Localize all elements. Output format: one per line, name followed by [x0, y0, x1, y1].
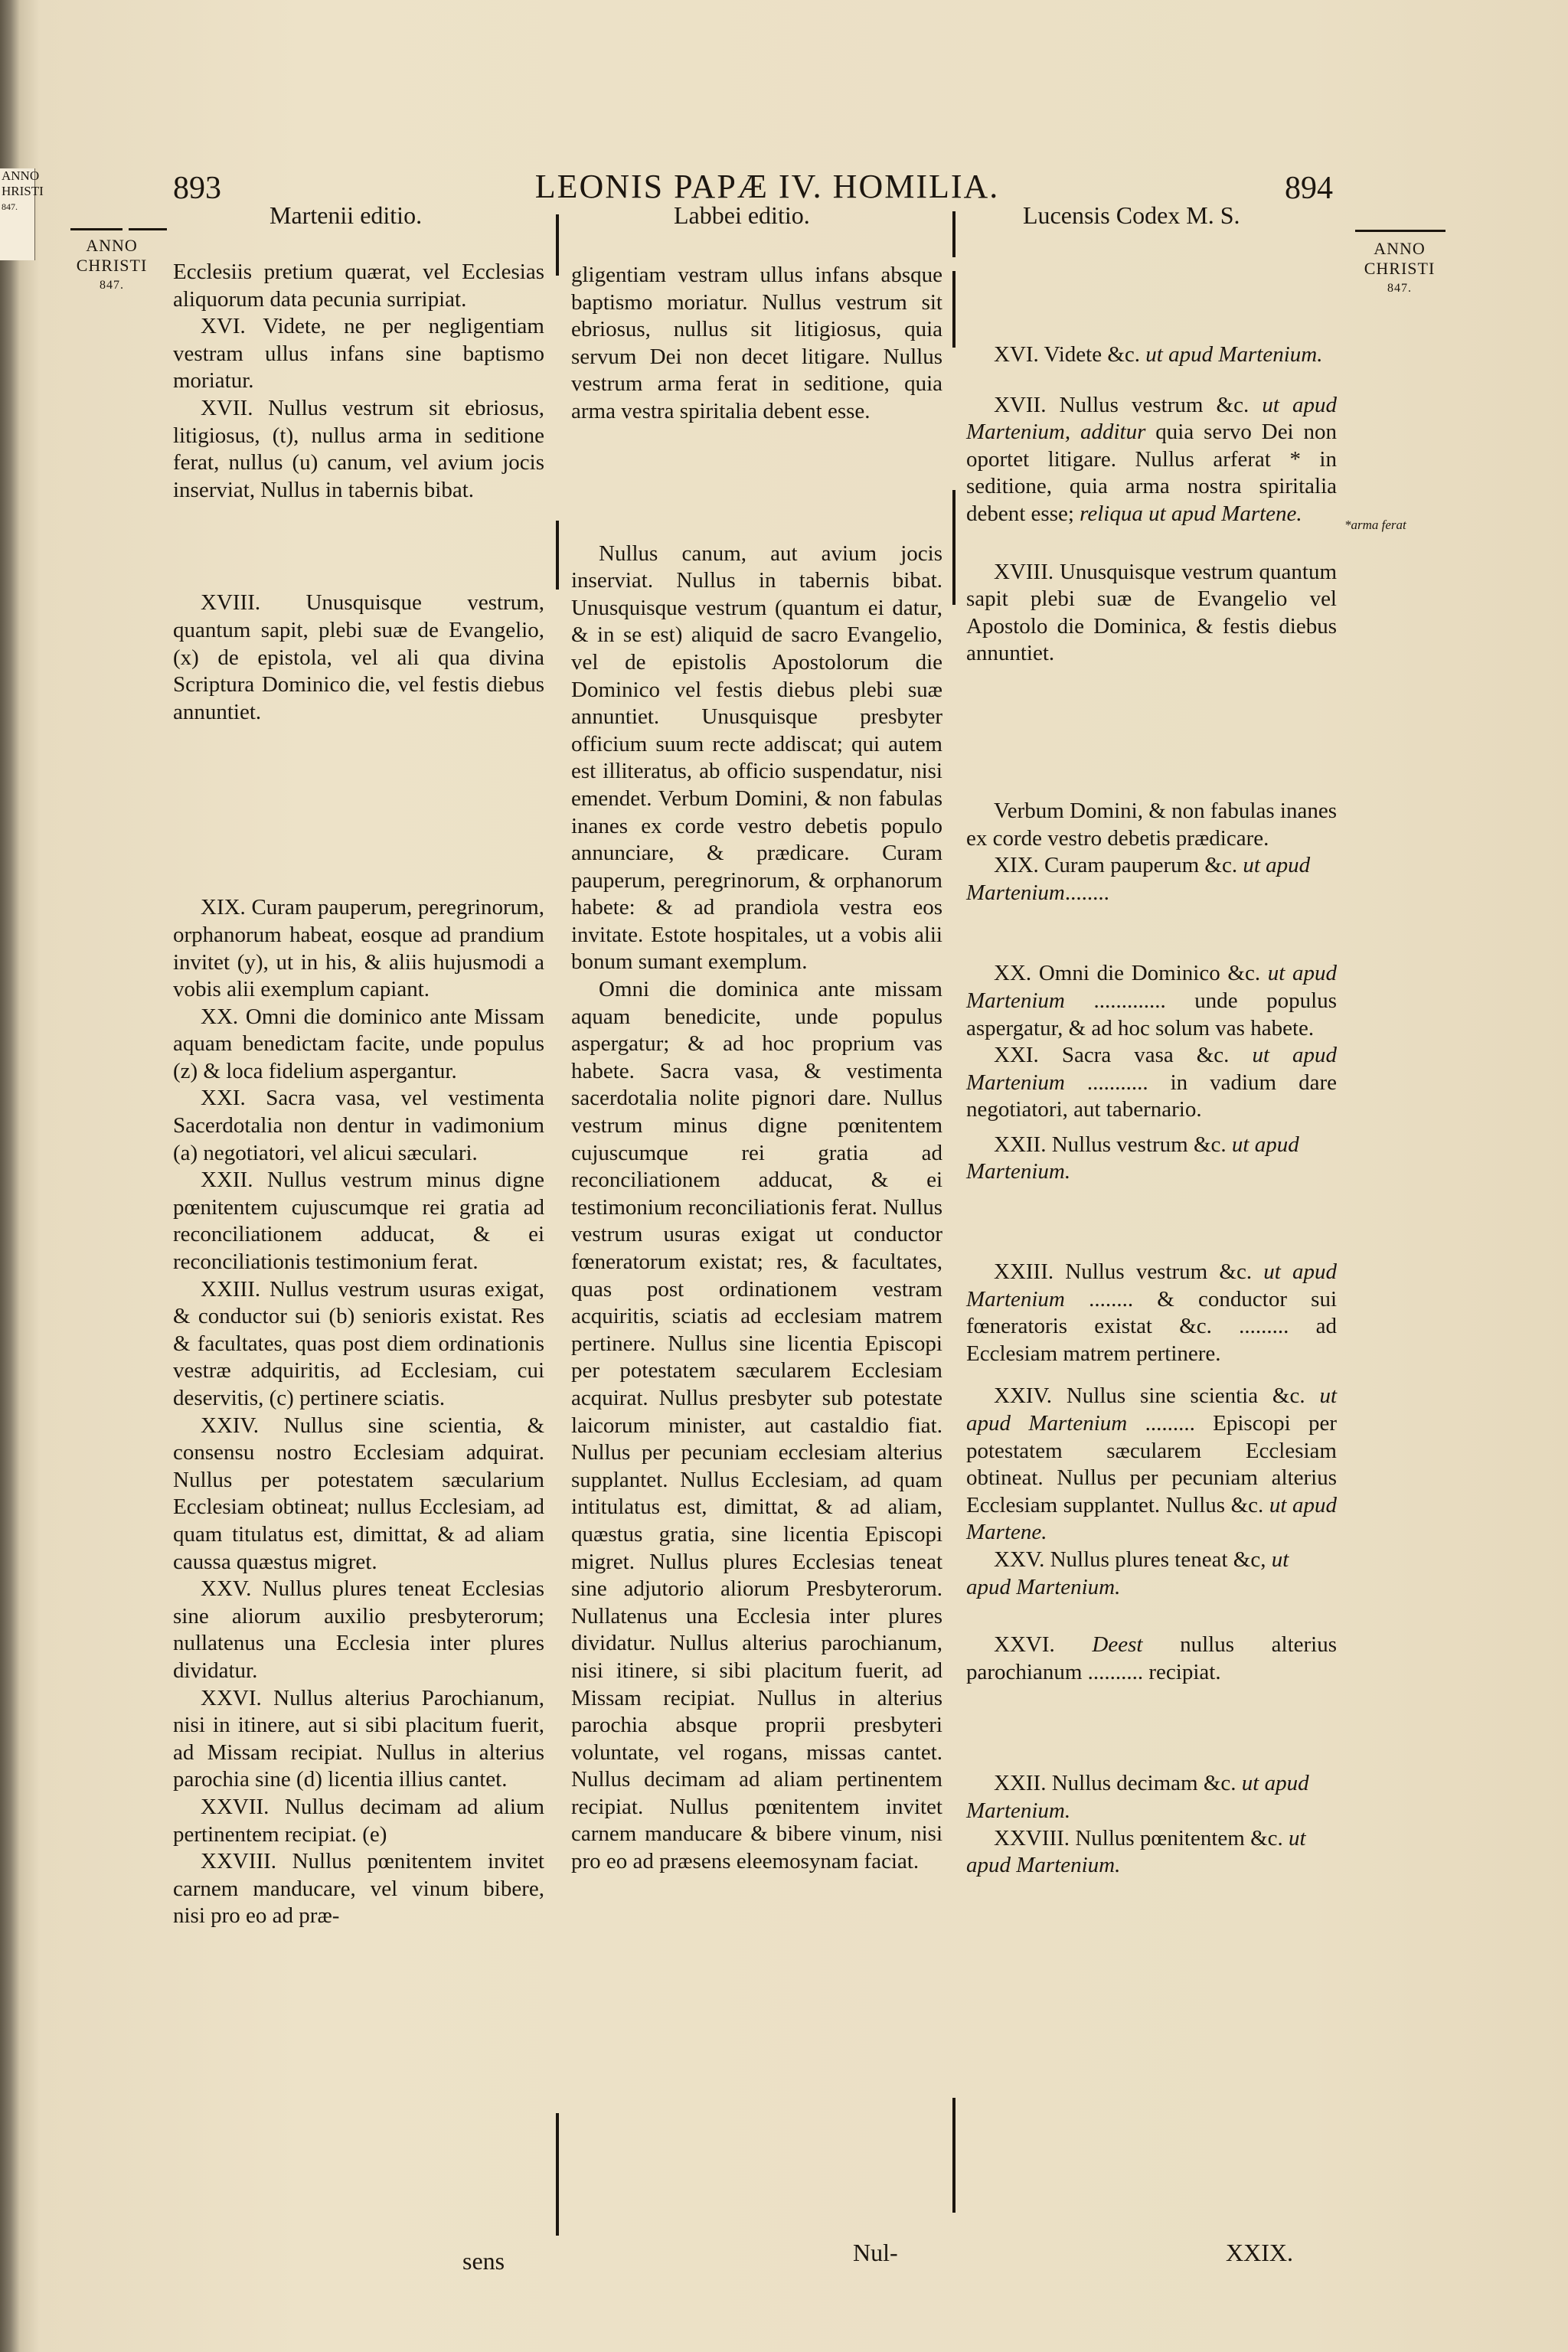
- lucensis-xix: XIX. Curam pauperum &c. ut apud Martenium........: [966, 853, 1311, 905]
- column-divider: [952, 271, 956, 348]
- spine-anno: ANNO: [2, 168, 40, 183]
- column-divider: [952, 211, 956, 257]
- catchword-left: sens: [462, 2247, 505, 2275]
- lucensis-xxi: XXI. Sacra vasa &c. ut apud Martenium ........... in vadium dare negotiatori, aut tabernario.: [966, 1043, 1338, 1122]
- lucensis-xxviii: XXVIII. Nullus pœnitentem &c. ut apud Martenium.: [966, 1825, 1306, 1878]
- column-heading-lucensis: Lucensis Codex M. S.: [1023, 201, 1240, 229]
- canon-xix: XIX. Curam pauperum, peregrinorum, orphanorum habeat, eosque ad prandium invitet (y), ut in his, & aliis hujusmodi a vobis alii exemplum capiant.: [173, 895, 544, 1002]
- anno-label: ANNO: [1374, 239, 1426, 258]
- column-heading-martenii: Martenii editio.: [270, 201, 423, 229]
- canon-xvii: XVII. Nullus vestrum sit ebriosus, litigiosus, (t), nullus arma in seditione ferat, nullus (u) canum, vel avium jocis inserviat, Nullus in tabernis bibat.: [173, 395, 544, 502]
- year-label: 847.: [1387, 282, 1412, 295]
- column-divider: [556, 521, 559, 590]
- margin-note: *arma ferat: [1344, 518, 1406, 532]
- paragraph: Ecclesiis pretium quærat, vel Ecclesias aliquorum data pecunia surripiat.: [173, 260, 544, 312]
- lucensis-xviii: XVIII. Unusquisque vestrum quantum sapit plebi suæ de Evangelio vel Apostolo die Dominica, & festis diebus annuntiet.: [966, 559, 1337, 666]
- canon-xxii: XXII. Nullus vestrum minus digne pœnitentem cujuscumque rei gratia ad reconciliationem adducat, & ei reconciliationis testimonium ferat.: [173, 1168, 544, 1275]
- lucensis-xvii: XVII. Nullus vestrum &c. ut apud Martenium, additur quia servo Dei non oportet litigare. Nullus arferat * in seditione, quia arma nostra spiritalia debent esse; reliqua ut apud Martene.: [966, 392, 1338, 526]
- spine-year: 847.: [2, 201, 18, 212]
- canon-xxiii: XXIII. Nullus vestrum usuras exigat, & conductor sui (b) senioris existat. Res & facultates, quas post diem ordinationis vestræ adquiritis, ad Ecclesiam, cui deservitis, (c) pertinere sciatis.: [173, 1276, 544, 1410]
- canon-xxvii: XXVII. Nullus decimam ad alium pertinentem recipiat. (e): [173, 1794, 544, 1847]
- anno-christi-left: [69, 236, 155, 296]
- canon-xxiv: XXIV. Nullus sine scientia, & consensu nostro Ecclesiam adquirat. Nullus per potestatem sæcularium Ecclesiam obtineat; nullus Ecclesiam, ad quam titulatus est, dimittat, & ad aliam caussa quæstus migret.: [173, 1413, 544, 1574]
- catchword-right: XXIX.: [1226, 2239, 1293, 2266]
- header-rule-right: [1355, 230, 1446, 232]
- year-label: 847.: [100, 279, 124, 292]
- paragraph: gligentiam vestram ullus infans absque baptismo moriatur. Nullus vestrum sit ebriosus, nullus sit litigiosus, quia servum Dei non decet litigare. Nullus vestrum arma ferat in seditione, quia arma vestra spiritalia debent esse.: [571, 263, 942, 423]
- canon-xxvi: XXVI. Nullus alterius Parochianum, nisi in itinere, aut si sibi placitum fuerit, ad Missam recipiat. Nullus in alterius parochia sine (d) licentia illius cantet.: [173, 1685, 544, 1792]
- lucensis-xxv: XXV. Nullus plures teneat &c, ut apud Martenium.: [966, 1547, 1289, 1599]
- page-number-left: 893: [173, 171, 221, 206]
- paragraph: Nullus canum, aut avium jocis inserviat. Nullus in tabernis bibat. Unusquisque vestrum (quantum ei datur, & in se est) aliquid de sacro Evangelio, vel de epistolis Apostolorum die Dominico vel festis diebus plebi suæ annuntiet. Unusquisque presbyter officium suum recte addiscat; qui autem est illiteratus, ab officio suspendatur, nisi emendet. Verbum Domini, & non fabulas inanes ex corde vestro debetis populo annunciare, & prædicare. Curam pauperum, peregrinorum, & orphanorum habete: & ad prandiola vestra eos invitate. Estote hospitales, ut a vobis alii bonum sumant exemplum.: [571, 541, 942, 975]
- labbei-column: [571, 262, 942, 1876]
- canon-xxi: XXI. Sacra vasa, vel vestimenta Sacerdotalia non dentur in vadimonium (a) negotiatori, vel alicui sæculari.: [173, 1086, 544, 1165]
- canon-xxv: XXV. Nullus plures teneat Ecclesias sine aliorum auxilio presbyterorum; nullatenus una Ecclesia inter plures dividatur.: [173, 1576, 544, 1683]
- lucensis-xxvii: XXII. Nullus decimam &c. ut apud Martenium.: [966, 1771, 1309, 1823]
- canon-xx: XX. Omni die dominico ante Missam aquam benedictam facite, unde populus (z) & loca fidelium aspergantur.: [173, 1004, 544, 1083]
- previous-page-edge: [0, 168, 44, 260]
- canon-xvi: XVI. Videte, ne per negligentiam vestram ullus infans sine baptismo moriatur.: [173, 314, 544, 394]
- paragraph: Omni die dominica ante missam aquam benedicite, unde populus aspergatur; & ad hoc proprium vas habete. Sacra vasa, & vestimenta sacerdotalia nolite pignori dare. Nullus vestrum minus digne pœnitentem cujuscumque rei gratia ad reconciliationem adducat, & ei testimonium reconciliationis ferat. Nullus vestrum usuras exigat ut conductor fœneratorum existat; res, & facultates, quas post ordinationem vestram acquiritis, sciatis ad ecclesiam matrem pertinere. Nullus sine licentia Episcopi per potestatem sæcularem Ecclesiam acquirat. Nullus presbyter sub potestate laicorum minister, aut castaldio fiat. Nullus per pecuniam ecclesiam alterius supplantet. Nullus Ecclesiam, ad quam intitulatus est, dimittat, & ad aliam, quæstus gratia, sine licentia Episcopi migret. Nullus plures Ecclesias teneat sine adjutorio aliorum Presbyterorum. Nullatenus una Ecclesia inter plures dividatur. Nullus alterius parochianum, nisi itinere, si sibi placitum fuerit, ad Missam recipiat. Nullus in alterius parochia absque proprii presbyteri voluntate, vel rogans, missas cantet. Nullus decimam ad aliam pertinentem recipiat. Nullus pœnitentem invitet carnem manducare & bibere vinum, nisi pro eo ad præsens eleemosynam faciat.: [571, 977, 942, 1874]
- canon-xviii: XVIII. Unusquisque vestrum, quantum sapit, plebi suæ de Evangelio, (x) de epistola, vel ali qua divina Scriptura Dominico die, vel festis diebus annuntiet.: [173, 590, 544, 724]
- column-heading-labbei: Labbei editio.: [674, 201, 810, 229]
- lucensis-column: [966, 341, 1337, 1880]
- martenii-column: [173, 259, 544, 1930]
- lucensis-xxvi: XXVI. Deest nullus alterius parochianum .......... recipiat.: [966, 1632, 1338, 1684]
- lucensis-xxiv: XXIV. Nullus sine scientia &c. ut apud Martenium ......... Episcopi per potestatem sæcularem Ecclesiam obtineat. Nullus per pecuniam alterius Ecclesiam supplantet. Nullus &c. ut apud Martene.: [966, 1383, 1338, 1545]
- header-rule-left-short: [129, 228, 167, 230]
- header-rule-left: [70, 228, 122, 230]
- spine-christi: HRISTI: [2, 184, 44, 198]
- anno-label: ANNO: [86, 236, 138, 255]
- anno-christi-right: [1352, 239, 1447, 299]
- lucensis-xvi: XVI. Videte &c. ut apud Martenium.: [994, 342, 1323, 367]
- lucensis-xxiii: XXIII. Nullus vestrum &c. ut apud Martenium ........ & conductor sui fœneratoris existat &c. ......... ad Ecclesiam matrem pertinere.: [966, 1259, 1338, 1366]
- page-number-right: 894: [1285, 171, 1333, 206]
- lucensis-xxii: XXII. Nullus vestrum &c. ut apud Martenium.: [966, 1132, 1299, 1184]
- canon-xxviii: XXVIII. Nullus pœnitentem invitet carnem manducare, vel vinum bibere, nisi pro eo ad præ-: [173, 1849, 544, 1929]
- lucensis-verbum: Verbum Domini, & non fabulas inanes ex corde vestro debetis prædicare.: [966, 798, 1337, 851]
- christi-label: CHRISTI: [76, 256, 148, 275]
- running-title: LEONIS PAPÆ IV. HOMILIA.: [534, 168, 1000, 205]
- column-divider: [952, 490, 956, 605]
- column-divider: [556, 2113, 559, 2236]
- column-divider: [952, 2098, 956, 2213]
- christi-label: CHRISTI: [1364, 259, 1436, 278]
- column-divider: [556, 214, 559, 276]
- lucensis-xx: XX. Omni die Dominico &c. ut apud Martenium ............. unde populus aspergatur, & ad hoc solum vas habete.: [966, 961, 1338, 1040]
- catchword-mid: Nul-: [853, 2239, 898, 2266]
